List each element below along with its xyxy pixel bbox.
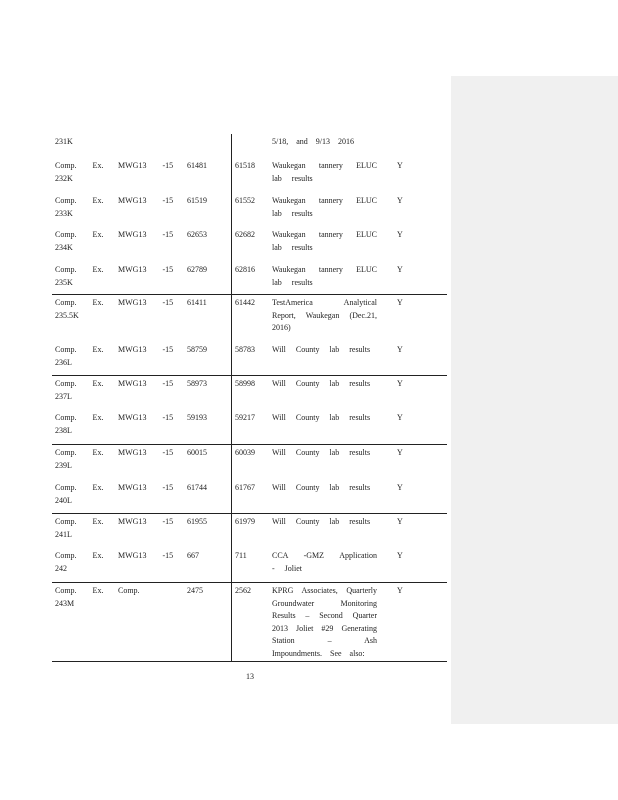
author-cell [118,550,173,563]
exhibit-table [52,134,447,662]
author-code: MWG13 [118,265,147,274]
end-bates-cell: 61979 [235,517,255,526]
author-cell [118,160,173,173]
start-bates-cell: 61519 [187,196,207,205]
author-cell [118,447,173,460]
author-code: MWG13 [118,298,147,307]
table-row [52,583,447,662]
description-cell: Waukegan tannery ELUC lab results [272,196,377,218]
end-bates-cell: 62816 [235,265,255,274]
description-cell: Will County lab results [272,517,371,526]
description-cell: Waukegan tannery ELUC lab results [272,265,377,287]
description-cell: Waukegan tannery ELUC lab results [272,230,377,252]
author-code: MWG13 [118,230,147,239]
table-row [52,376,447,410]
author-suffix: -15 [162,265,174,274]
end-bates-cell: 60039 [235,448,255,457]
author-cell [118,264,173,277]
table-row [52,134,447,158]
page-number: 13 [246,672,254,681]
author-cell [118,585,140,598]
author-code: MWG13 [118,448,147,457]
start-bates-cell: 61744 [187,483,207,492]
flag-cell: Y [397,298,403,307]
author-cell [118,195,173,208]
comment-pane [451,76,618,724]
flag-cell: Y [397,161,403,170]
author-cell [118,482,173,495]
author-suffix: -15 [162,448,174,457]
author-code: MWG13 [118,379,147,388]
start-bates-cell: 62789 [187,265,207,274]
table-row [52,548,447,583]
author-suffix: -15 [162,551,174,560]
flag-cell: Y [397,379,403,388]
flag-cell: Y [397,448,403,457]
start-bates-cell: 2475 [187,586,203,595]
author-suffix: -15 [162,196,174,205]
author-code: MWG13 [118,483,147,492]
author-suffix: -15 [162,517,174,526]
table-row [52,295,447,342]
description-cell: TestAmerica Analytical Report, Waukegan (Dec.21, 2016) [272,298,377,333]
description-cell: Will County lab results [272,413,371,422]
flag-cell: Y [397,265,403,274]
table-row [52,262,447,295]
exhibit-cell: Comp. Ex. 233K [55,196,104,218]
exhibit-cell: Comp. Ex. 239L [55,448,104,470]
flag-cell: Y [397,196,403,205]
exhibit-cell: Comp. Ex. 235K [55,265,104,287]
table-row [52,514,447,548]
author-cell [118,344,173,357]
column-divider [231,134,232,662]
description-cell: Waukegan tannery ELUC lab results [272,161,377,183]
author-cell [118,516,173,529]
exhibit-cell: Comp. Ex. 238L [55,413,104,435]
author-suffix: -15 [162,379,174,388]
author-code: Comp. [118,586,140,595]
table-row [52,480,447,514]
end-bates-cell: 61552 [235,196,255,205]
end-bates-cell: 59217 [235,413,255,422]
exhibit-cell: Comp. Ex. 237L [55,379,104,401]
flag-cell: Y [397,551,403,560]
description-cell: 5/18, and 9/13 2016 [272,137,354,146]
end-bates-cell: 61518 [235,161,255,170]
author-cell [118,378,173,391]
author-suffix: -15 [162,230,174,239]
author-cell [118,297,173,310]
author-code: MWG13 [118,551,147,560]
description-cell: Will County lab results [272,483,371,492]
description-cell: CCA -GMZ Application - Joliet [272,551,377,573]
flag-cell: Y [397,413,403,422]
start-bates-cell: 59193 [187,413,207,422]
end-bates-cell: 61442 [235,298,255,307]
start-bates-cell: 58973 [187,379,207,388]
flag-cell: Y [397,483,403,492]
exhibit-cell: Comp. Ex. 236L [55,345,104,367]
table-row [52,445,447,480]
author-suffix: -15 [162,483,174,492]
end-bates-cell: 2562 [235,586,251,595]
author-cell [118,229,173,242]
description-cell: Will County lab results [272,345,371,354]
flag-cell: Y [397,230,403,239]
start-bates-cell: 60015 [187,448,207,457]
flag-cell: Y [397,586,403,595]
author-code: MWG13 [118,196,147,205]
description-cell: Will County lab results [272,448,371,457]
start-bates-cell: 61411 [187,298,207,307]
exhibit-cell: Comp. Ex. 243M [55,586,104,608]
end-bates-cell: 58998 [235,379,255,388]
exhibit-cell: Comp. Ex. 232K [55,161,104,183]
table-row [52,193,447,227]
author-code: MWG13 [118,413,147,422]
table-row [52,158,447,193]
table-row [52,342,447,376]
author-suffix: -15 [162,298,174,307]
author-code: MWG13 [118,161,147,170]
flag-cell: Y [397,517,403,526]
description-cell: Will County lab results [272,379,371,388]
table-row [52,227,447,262]
start-bates-cell: 667 [187,551,199,560]
end-bates-cell: 711 [235,551,247,560]
author-suffix: -15 [162,161,174,170]
end-bates-cell: 62682 [235,230,255,239]
exhibit-cell: Comp. Ex. 241L [55,517,104,539]
author-code: MWG13 [118,517,147,526]
author-suffix: -15 [162,413,174,422]
start-bates-cell: 58759 [187,345,207,354]
exhibit-cell: Comp. Ex. 242 [55,551,104,573]
end-bates-cell: 58783 [235,345,255,354]
author-cell [118,412,173,425]
exhibit-cell: Comp. Ex. 234K [55,230,104,252]
description-cell: KPRG Associates, Quarterly Groundwater Monitoring Results – Second Quarter 2013 Joliet #29 Generating Station – Ash Impoundments. See also: [272,586,377,658]
start-bates-cell: 61955 [187,517,207,526]
start-bates-cell: 61481 [187,161,207,170]
table-row [52,410,447,445]
author-suffix: -15 [162,345,174,354]
flag-cell: Y [397,345,403,354]
author-code: MWG13 [118,345,147,354]
exhibit-cell: Comp. Ex. 235.5K [55,298,104,320]
end-bates-cell: 61767 [235,483,255,492]
exhibit-cell: Comp. Ex. 240L [55,483,104,505]
start-bates-cell: 62653 [187,230,207,239]
exhibit-cell: 231K [55,137,73,146]
